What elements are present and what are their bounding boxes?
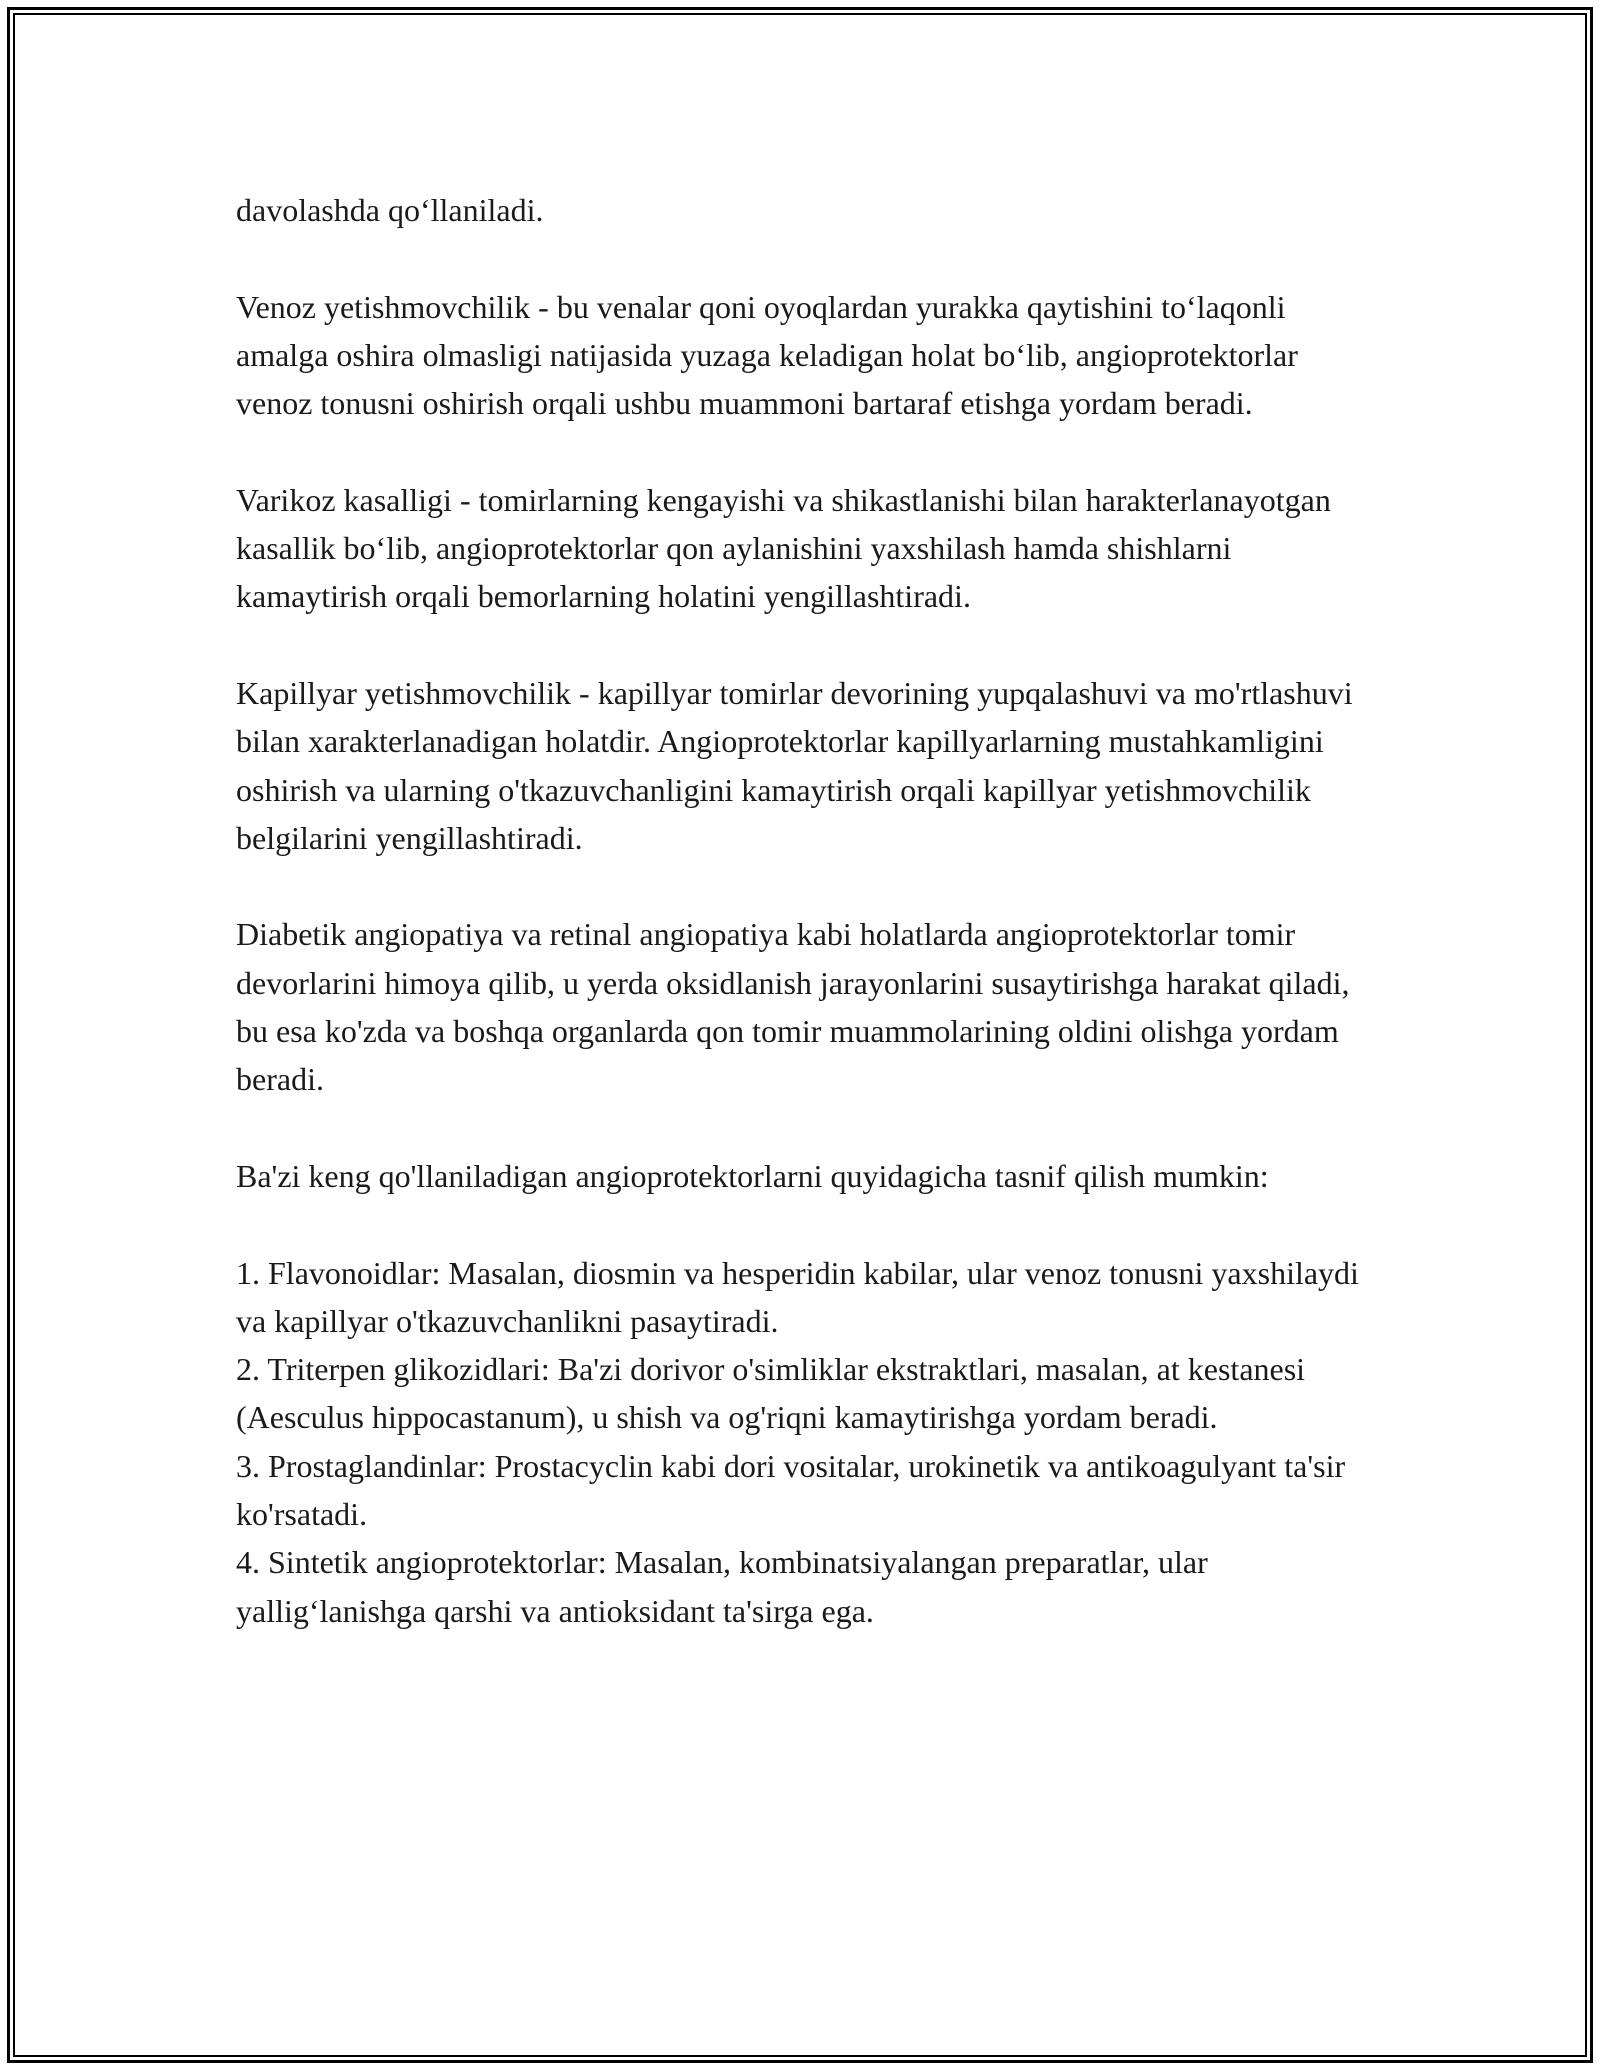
list-item-synthetic-angioprotectors: 4. Sintetik angioprotektorlar: Masalan, kombinatsiyalangan preparatlar, ular yallig‘lanishga qarshi va antioksidant ta'sirga ega. bbox=[236, 1544, 1208, 1629]
paragraph-varicose-disease: Varikoz kasalligi - tomirlarning kengayishi va shikastlanishi bilan harakterlanayotgan kasallik bo‘lib, angioprotektorlar qon aylanishini yaxshilash hamda shishlarni kamaytirish orqali bemorlarning holatini yengillashtiradi. bbox=[236, 481, 1331, 615]
paragraph-venous-insufficiency: Venoz yetishmovchilik - bu venalar qoni oyoqlardan yurakka qaytishini to‘laqonli amalga oshira olmasligi natijasida yuzaga keladigan holat bo‘lib, angioprotektorlar venoz tonusni oshirish orqali ushbu muammoni bartaraf etishga yordam beradi. bbox=[236, 288, 1298, 422]
list-item-triterpene-glycosides: 2. Triterpen glikozidlari: Ba'zi dorivor o'simliklar ekstraktlari, masalan, at kestanesi (Aesculus hippocastanum), u shish va og'riqni kamaytirishga yordam beradi. bbox=[236, 1351, 1306, 1436]
paragraph-continuation: davolashda qo‘llaniladi. bbox=[236, 192, 544, 228]
paragraph-capillary-insufficiency: Kapillyar yetishmovchilik - kapillyar tomirlar devorining yupqalashuvi va mo'rtlashuvi bilan xarakterlanadigan holatdir. Angioprotektorlar kapillyarlarning mustahkamligini oshirish va ularning o'tkazuvchanligini kamaytirish orqali kapillyar yetishmovchilik belgilarini yengillashtiradi. bbox=[236, 674, 1353, 856]
list-item-prostaglandins: 3. Prostaglandinlar: Prostacyclin kabi dori vositalar, urokinetik va antikoagulyant ta'sir ko'rsatadi. bbox=[236, 1447, 1346, 1533]
paragraph-diabetic-angiopathy: Diabetik angiopatiya va retinal angiopatiya kabi holatlarda angioprotektorlar tomir devorlarini himoya qilib, u yerda oksidlanish jarayonlarini susaytirishga harakat qiladi, bu esa ko'zda va boshqa organlarda qon tomir muammolarining oldini olishga yordam beradi. bbox=[236, 916, 1350, 1098]
document-body bbox=[236, 186, 1376, 1635]
paragraph-classification-intro: Ba'zi keng qo'llaniladigan angioprotektorlarni quyidagicha tasnif qilish mumkin: bbox=[236, 1157, 1269, 1194]
list-item-flavonoids: 1. Flavonoidlar: Masalan, diosmin va hesperidin kabilar, ular venoz tonusni yaxshilaydi va kapillyar o'tkazuvchanlikni pasaytiradi. bbox=[236, 1254, 1359, 1339]
classification-list bbox=[236, 1249, 1376, 1635]
